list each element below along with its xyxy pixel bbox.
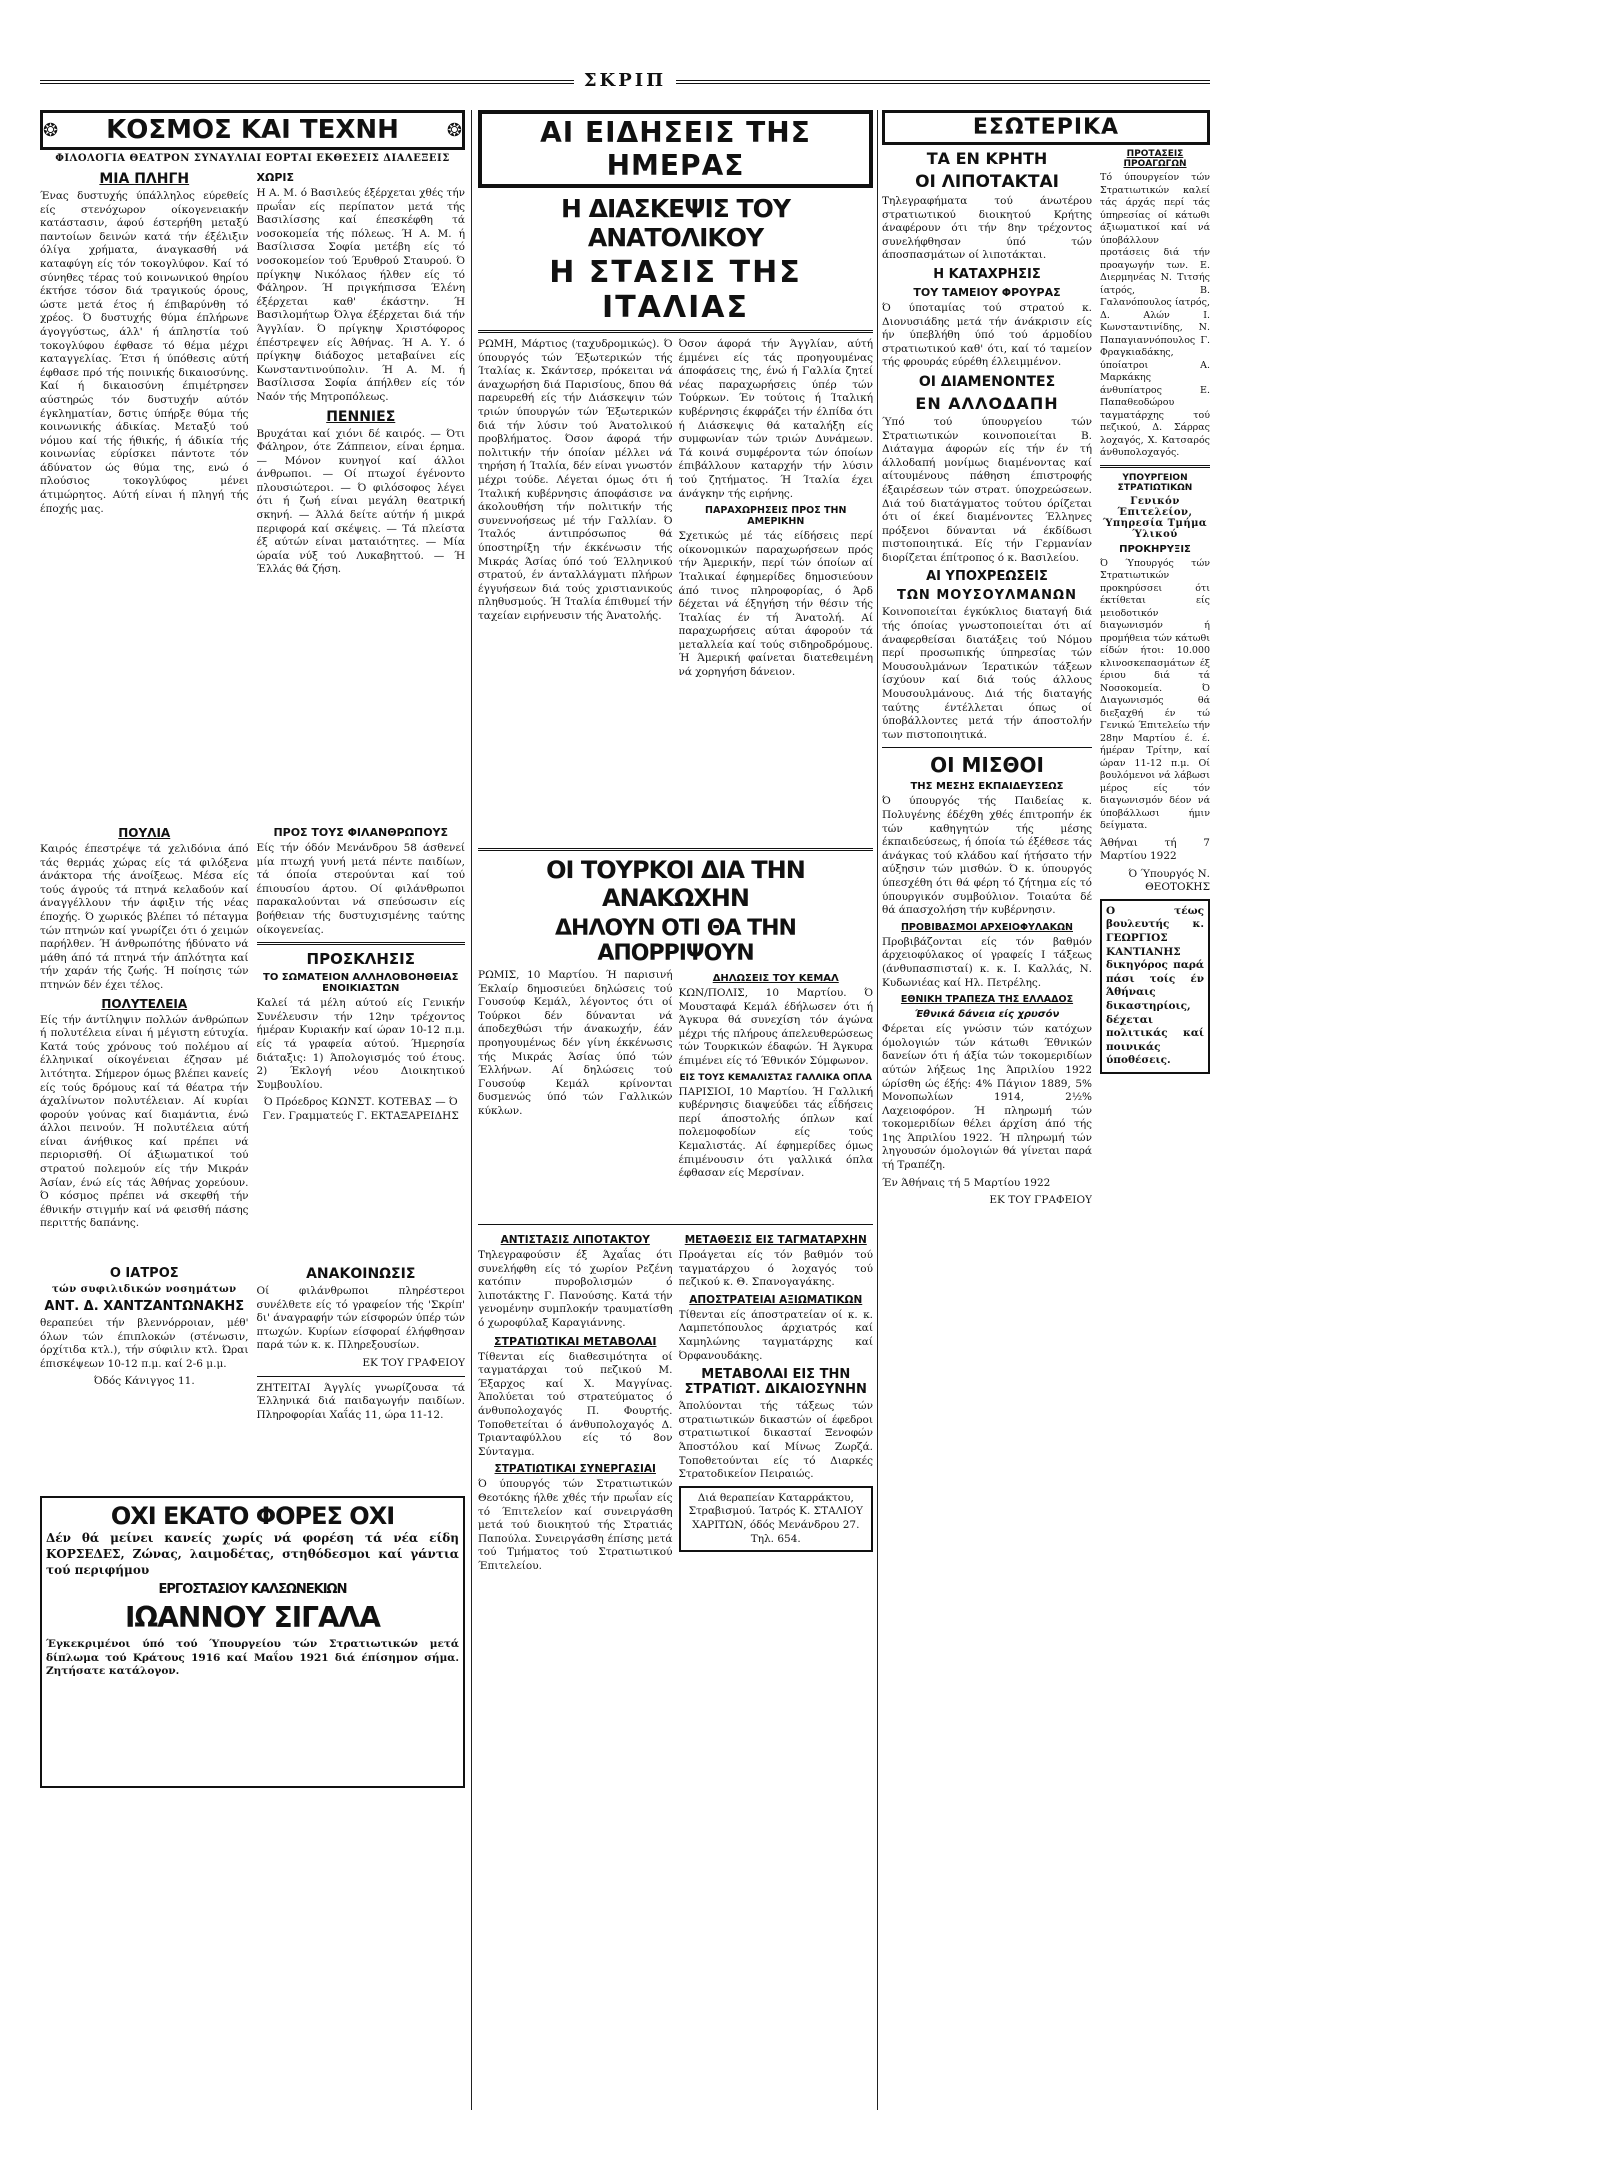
article-body: Φέρεται είς γνώσιν τών κατόχων όμολογιών τών κάτωθι Έθνικών δανείων ότι ή άξία τών τοκομεριδίων αύτών λήξεως 1ης Άπριλίου 1922 ώρίσθη ώς έξής: 4% Πάγιον 1889, 5% Μονοπωλίων 1914, 2½% Λαχειοφόρον. Ή πληρωμή τών τοκομεριδίων θέλει άρχίση άπό τής 1ης Άπριλίου 1922. Ή πληρωμή τών ληγουσών όμολογιών θά γίνεται παρά τή Τραπέζη.	[882, 1023, 1092, 1172]
headline-2: Η ΣΤΑΣΙΣ ΤΗΣ ΙΤΑΛΙΑΣ	[549, 255, 802, 325]
article-title: ΠΟΛΥΤΕΛΕΙΑ	[101, 996, 188, 1011]
article-title: ΤΩΝ ΜΟΥΣΟΥΛΜΑΝΩΝ	[897, 588, 1077, 604]
doctor-name: ΑΝΤ. Δ. ΧΑΝΤΖΑΝΤΩΝΑΚΗΣ	[44, 1299, 245, 1314]
notice-title: ΑΝΑΚΟΙΝΩΣΙΣ	[306, 1266, 416, 1282]
masthead-title: ΣΚΡΙΠ	[574, 70, 676, 91]
article-date: Έν Άθήναις τή 5 Μαρτίου 1922	[882, 1176, 1051, 1189]
article-body: Ύπό τού ύπουργείου τών Στρατιωτικών κοινοποιείται Β. Διάταγμα άφορών είς τήν έν τή άλλοδαπή μονίμως διαμένοντας καί αίτουμένους πάθηση έπιστροφής έξαιρέσεων τών στρατ. ύποχρεώσεων. Διά τού διατάγματος τούτου όρίζεται ότι οί έκεί διαμένοντες Έλληνες πρόξενοι δύνανται νά έκδίδωσι πιστοποιητικά. Είς τήν Γερμανίαν διορίζεται έπίτροπος ό κ. Βασιλείου.	[882, 415, 1092, 564]
article-signature: Ό Ύπουργός Ν. ΘΕΟΤΟΚΗΣ	[1128, 867, 1210, 894]
article-body: Ένας δυστυχής ύπάλληλος εύρεθείς είς στενόχωρον οίκογενειακήν κατάστασιν, άφού έστερήθη μεταξύ παντοίων δεινών κατά τήν έξέλιξιν όλίγα χρήματα, άναγκασθή νά καταφύγη είς τόν τοκογλύφον. Καί τό σύνηθες τέρας τού κοινωνικού θηρίου έκτήσε τόσον διά τραγικούς όρους, ώστε μετά έτος ή έπιβαρύνθη τό χρέος. Ό δυστυχής θύμα έπλήρωνε άγογγύστως, άλλ' ή άπληστία τού τοκογλύφου έφθασε τό θέμα μέχρι καταγγελίας. Έτσι ή ύπόθεσις αύτή έφθασε πρό τής ποινικής δικαιοσύνης. Καί ή δικαιοσύνη έπιμέτρησεν αύστηρώς τόν δυστυχήν αύτόν έγκληματίαν, δστις ύπήρξε θύμα τής κοινωνικής άδικίας. Μεταξύ τού νόμου καί τής ήθικής, ή άδικία τής κοινωνίας εύρίσκει πάντοτε τόν άδύνατον ώς θύμα της, ενώ ό πλούσιος τοκογλύφος μένει άτιμώρητος. Αύτή είναι ή πληγή τής έποχής μας.	[40, 190, 249, 515]
article-date: Άθήναι τή 7 Μαρτίου 1922	[1100, 836, 1210, 863]
turks-articles	[478, 969, 873, 1219]
right-column	[882, 110, 1210, 2110]
article-body: Προβιβάζονται είς τόν βαθμόν άρχειοφύλακος οί γραφείς Ι τάξεως (άνθυπασπισταί) κ. κ. Ι. Καλλάς, Ν. Κυδωνιέας καί Ηλ. Πετρέλης.	[882, 935, 1092, 989]
article-body: Προάγεται είς τόν βαθμόν τού ταγματάρχου ό λοχαγός τού πεζικού κ. Θ. Σπανογαγάκης.	[678, 1249, 873, 1289]
article-title: ΔΗΛΩΣΕΙΣ ΤΟΥ ΚΕΜΑΛ	[712, 973, 839, 984]
article-title: ΠΑΡΑΧΩΡΗΣΕΙΣ ΠΡΟΣ ΤΗΝ ΑΜΕΡΙΚΗΝ	[705, 505, 847, 528]
invite-subtitle: ΤΟ ΣΩΜΑΤΕΙΟΝ ΑΛΛΗΛΟΒΟΗΘΕΙΑΣ ΕΝΟΙΚΙΑΣΤΩΝ	[263, 972, 459, 995]
corset-advert	[40, 1496, 465, 1788]
article-body: Ό ύπουργός τής Παιδείας κ. Πολυγένης έδέχθη χθές έπιτροπήν έκ τών καθηγητών τής μέσης έκπαιδεύσεως, ή όποία τώ έξέθεσε τάς άνάγκας τού κλάδου καί ήτήσατο τήν αύξησιν τών μισθών. Ό κ. ύπουργός ύπεσχέθη ότι θά φέρη τό ζήτημα είς τό ύπουργικόν συμβούλιον. Τοιαύτα δέ θά άπασχολήση τήν κυβέρνησιν.	[882, 795, 1092, 917]
invite-body: Καλεί τά μέλη αύτού είς Γενικήν Συνέλευσιν τήν 12ην τρέχοντος ήμέραν Κυριακήν καί ώραν 10-12 π.μ. είς τά γραφεία αύτού. Ήμερησία διάταξις: 1) Άπολογισμός τού έτους. 2) Έκλογή νέου Διοικητικού Συμβουλίου.	[256, 997, 465, 1091]
advert-body: Διά θεραπείαν Καταρράκτου, Στραβισμού. Ίατρός Κ. ΣΤΑΛΙΟΥ ΧΑΡΙΤΩΝ, όδός Μενάνδρου 27. Τηλ. 654.	[688, 1491, 863, 1545]
article-title: ΠΡΟΣ ΤΟΥΣ ΦΙΛΑΝΘΡΩΠΟΥΣ	[273, 826, 449, 839]
article-body: Τηλεγραφήματα τού άνωτέρου στρατιωτικού διοικητού Κρήτης άναφέρουν ότι τήν 8ην τρέχοντος συνελήφθησαν ύπό τών άποσπασμάτων οί λιποτάκται.	[882, 195, 1092, 262]
article-subtitle: Γενικόν Έπιτελείον, Ύπηρεσία Τμήμα Ύλικού	[1102, 495, 1208, 540]
article-title: ΕΘΝΙΚΗ ΤΡΑΠΕΖΑ ΤΗΣ ΕΛΛΑΔΟΣ	[900, 994, 1074, 1006]
article-title: ΣΤΡΑΤΙΩΤΙΚΑΙ ΜΕΤΑΒΟΛΑΙ	[494, 1334, 657, 1348]
article-body: Ό ύπουργός τών Στρατιωτικών Θεοτόκης ήλθε χθές τήν πρωΐαν είς τό Έπιτελείον καί συνειργάσθη μετά τού διοικητού τής Στρατιάς Παπούλα. Συνειργάσθη έπίσης μετά τού Τμήματος τού Στρατιωτικού Έπιτελείου.	[478, 1478, 673, 1572]
section-subtitle: ΦΙΛΟΛΟΓΙΑ ΘΕΑΤΡΟΝ ΣΥΝΑΥΛΙΑΙ ΕΟΡΤΑΙ ΕΚΘΕΣΕΙΣ ΔΙΑΛΕΞΕΙΣ	[55, 153, 450, 164]
notice-body: Οί φιλάνθρωποι πληρέστεροι συνέλθετε είς τό γραφείον τής 'Σκρίπ' δι' άναγραφήν τών είσφορών ύπέρ τών πτωχών. Κυρίων είσφοραί έλήφθησαν παρά τών κ. κ. Πληρεξουσίων.	[256, 1285, 465, 1352]
article-title: ΟΙ ΛΙΠΟΤΑΚΤΑΙ	[915, 172, 1059, 192]
domestic-banner	[882, 110, 1210, 145]
article-title: ΜΙΑ ΠΛΗΓΗ	[99, 171, 190, 187]
advert-name: ΙΩΑΝΝΟΥ ΣΙΓΑΛΑ	[125, 1601, 380, 1634]
article-body: Άπολύονται τής τάξεως τών στρατιωτικών δικαστών οί έφεδροι στρατιωτικοί δικασταί Ξενοφών Άποστόλου καί Μίνως Ζωρζά. Τοποθετούνται είς τό Διαρκές Στρατοδικείον Πειραιώς.	[678, 1400, 873, 1481]
domestic-articles	[882, 145, 1092, 2105]
article-subtitle: Έθνικά δάνεια είς χρυσόν	[914, 1009, 1060, 1021]
ornament-icon: ❂	[43, 119, 59, 141]
column-divider	[877, 110, 878, 2110]
article-title: ΕΝ ΑΛΛΟΔΑΠΗ	[915, 393, 1059, 413]
masthead	[40, 70, 1210, 98]
article-body: ΚΩΝ/ΠΟΛΙΣ, 10 Μαρτίου. Ό Μουσταφά Κεμάλ έδήλωσεν ότι ή Άγκυρα θά συνεχίση τόν άγώνα μέχρι τής πλήρους άπελευθερώσεως τών Τουρκικών έδαφών. Ή Άγκυρα έπιμένει είς τό Έθνικόν Σύμφωνον.	[678, 987, 873, 1067]
article-title: ΠΡΟΒΙΒΑΣΜΟΙ ΑΡΧΕΙΟΦΥΛΑΚΩΝ	[900, 921, 1073, 933]
ministry-articles	[1100, 145, 1210, 2105]
article-title: ΥΠΟΥΡΓΕΙΟΝ ΣΤΡΑΤΙΩΤΙΚΩΝ	[1117, 472, 1193, 493]
headline-1: Η ΔΙΑΣΚΕΨΙΣ ΤΟΥ ΑΝΑΤΟΛΙΚΟΥ	[561, 194, 790, 252]
article-body: Είς τήν όδόν Μενάνδρου 58 άσθενεί μία πτωχή γυνή μετά πέντε παιδίων, τά όποία στερούνται καί τού έπιουσίου άρτου. Οί φιλάνθρωποι παρακαλούνται νά σπεύσωσιν είς βοήθειαν τής δυστυχισμένης ταύτης οίκογενείας.	[256, 842, 465, 936]
article-title: ΠΟΥΛΙΑ	[118, 826, 171, 840]
article-title: ΑΠΟΣΤΡΑΤΕΙΑΙ ΑΞΙΩΜΑΤΙΚΩΝ	[689, 1293, 863, 1306]
article-body: Καιρός έπεστρέψε τά χελιδόνια άπό τάς θερμάς χώρας είς τά φιλόξενα άνάκτορα τής άνοίξεως. Μέσα είς τούς άγρούς τά πτηνά κελαδούν καί άναγγέλλουν τήν άφιξιν τής νέας έποχής. Ό χωρικός βλέπει τό πέταγμα τών πτηνών καί γνωρίζει ότι ό χειμών παρήλθεν. Ή άνθρωπότης ήδύνατο νά μάθη άπό τά πτηνά τήν άπλότητα καί τήν χαράν τής ζωής. Ή ποίησις τών πτηνών δέν έχει τέλος.	[40, 843, 249, 991]
turks-headline: ΟΙ ΤΟΥΡΚΟΙ ΔΙΑ ΤΗΝ ΑΝΑΚΩΧΗΝ	[546, 856, 805, 912]
section-header	[40, 110, 465, 150]
article-body: Τίθενται είς άποστρατείαν οί κ. κ. Λαμπετόπουλος άρχιατρός καί Χαμηλώνης ταγματάρχης καί Όρφανουδάκης.	[678, 1308, 873, 1362]
article-body: Ό Ύπουργός τών Στρατιωτικών προκηρύσσει ότι έκτίθεται είς μειοδοτικόν διαγωνισμόν ή προμήθεια τών κάτωθι είδών ήτοι: 10.000 κλινοσκεπασμάτων έξ έριου διά τά Νοσοκομεία. Ό Διαγωνισμός θά διεξαχθή έν τώ Γενικώ Έπιτελείω τήν 28ην Μαρτίου έ. έ. ήμέραν Τρίτην, καί ώραν 11-12 π.μ. Οί βουλόμενοι νά λάβωσι μέρος είς τόν διαγωνισμόν δέον νά ύποβάλλωσι ήμιν δείγματα.	[1100, 557, 1210, 831]
newspaper-page	[40, 70, 1210, 2120]
article-body: Η Α. Μ. ό Βασιλεύς έξέρχεται χθές τήν πρωΐαν είς περίπατον μετά τής Βασιλίσσης καί έπεσκέφθη τά νοσοκομεία τής πόλεως. Ή Α. Μ. ή Βασίλισσα Σοφία μετέβη είς τό νοσοκομείον τού Έρυθρού Σταυρού. Ό πρίγκηψ Νικόλαος ήλθεν είς τό Φάληρον. Ή πριγκήπισσα Έλένη έξέρχεται καθ' έκάστην. Ή Βασιλομήτωρ Όλγα έξέρχεται διά τήν Άγγλίαν. Ό πρίγκηψ Χριστόφορος έπέστρεψεν είς Άθήνας. Ή Α. Υ. ό πρίγκηψ διάδοχος μεταβαίνει είς Κωνσταντινούπολιν. Ή Α. Μ. ή Βασίλισσα Σοφία άπήλθεν είς τόν Ναόν τής Μητροπόλεως.	[256, 187, 465, 403]
article-title: ΤΑ ΕΝ ΚΡΗΤΗ	[926, 149, 1048, 168]
article-body: Βρυχάται καί χιόνι δέ καιρός. — Ότι Φάληρον, ότε Ζάππειον, είναι έρημα. — Μόνον κυνηγοί καί άλλοι άνθρωποι. — Οί πτωχοί έγένοντο πλουσιώτεροι. — Ό φιλόσοφος λέγει ότι ή ζωή είναι μεγάλη θεατρική σκηνή. — Άλλά δείτε αύτήν ή μικρά περιφορά καί σκέψεις. — Τά πλείστα έξ αύτών είναι ματαιότητες. — Μία ώραία νύξ τού Λυκαβηττού. — Ή Έλλάς θά ζήση.	[256, 427, 465, 576]
article-title: ΠΡΟΚΗΡΥΞΙΣ	[1119, 543, 1191, 555]
article-title: ΑΙ ΥΠΟΧΡΕΩΣΕΙΣ	[926, 569, 1048, 585]
article-title: ΧΩΡΙΣ	[256, 171, 295, 184]
article-body: Όσον άφορά τήν Άγγλίαν, αύτή έμμένει είς τάς προηγουμένας άποφάσεις της, ένώ ή Γαλλία ζητεί νέας παραχωρήσεις ύπέρ τών Τούρκων. Έν τούτοις ή Ίταλική κυβέρνησις έκφράζει τήν έλπίδα ότι ή Διάσκεψις θά καταλήξη είς συμφωνίαν τών τριών Δυνάμεων. Τά κοινά συμφέροντα τών όποίων έπιβάλλουν καταρχήν τήν λύσιν τού ζητήματος. Ή Ίταλία έχει άνάγκην τής ειρήνης.	[678, 338, 873, 500]
article-title: ΠΡΟΤΑΣΕΙΣ ΠΡΟΑΓΩΓΩΝ	[1123, 149, 1187, 169]
article-body: ΡΩΜΗ, Μάρτιος (ταχυδρομικώς). Ό ύπουργός τών Έξωτερικών τής Ίταλίας κ. Σκάντσερ, πρόκειται νά άναχωρήση διά Παρισίους, δπου θά παρευρεθή είς τήν Διάσκεψιν τών τριών ύπουργών τών Έξωτερικών διά τήν λύσιν τού Άνατολικού προβλήματος. Όσον άφορά τήν πολιτικήν τήν όποίαν μέλλει νά τηρήση ή Ίταλία, δέν είναι γνωστόν μέχρι τούδε. Λέγεται όμως ότι ή Ίταλική κυβέρνησις άποφάσισε να άκολουθήση τήν πολιτικήν τής συνεννοήσεως μέ τήν Γαλλίαν. Ό Ίταλός άντιπρόσωπος θά ύποστηρίξη τήν έκκένωσιν τής Μικράς Άσίας ύπό τού Έλληνικού στρατού, έν άνταλλάγματι πλήρων έγγυήσεων διά τούς χριστιανικούς πληθυσμούς. Ή Ίταλία έπιθυμεί τήν ταχείαν ειρήνευσιν τής Άνατολής.	[478, 338, 673, 622]
turks-subheadline: ΔΗΛΟΥΝ ΟΤΙ ΘΑ ΤΗΝ ΑΠΟΡΡΙΨΟΥΝ	[555, 916, 796, 966]
article-body: Τό ύπουργείον τών Στρατιωτικών καλεί τάς άρχάς περί τάς ύπηρεσίας οί κάτωθι άξιωματικοί καί νά ύποβάλλουν προτάσεις διά τήν προαγωγήν των. Ε. Διερμηνέας Ν. Τιτσής ίατρός, Β. Γαλανόπουλος ίατρός, Δ. Αλών Ι. Κωνσταντινίδης, Ν. Παπαγιαννόπουλος Γ. Φραγκιαδάκης, ύποίατροι Α. Μαρκάκης άνθυπίατρος Ε. Παπαθεοδώρου ταγματάρχης τού πεζικού, Δ. Σάρρας λοχαγός, Χ. Κατσαρός άνθυπολοχαγός.	[1100, 172, 1210, 458]
doctor-header: Ο ΙΑΤΡΟΣ	[109, 1266, 179, 1281]
article-title: ΕΙΣ ΤΟΥΣ ΚΕΜΑΛΙΣΤΑΣ ΓΑΛΛΙΚΑ ΟΠΛΑ	[679, 1072, 872, 1083]
doctor-body: θεραπεύει τήν βλεννόρροιαν, μέθ' όλων τών έπιπλοκών (στένωσιν, όρχίτιδα κτλ.), τήν σύφιλιν κτλ. Ώραι έπισκέψεων 10-12 π.μ. καί 2-6 μ.μ.	[40, 1317, 249, 1370]
news-banner-title: ΑΙ ΕΙΔΗΣΕΙΣ ΤΗΣ ΗΜΕΡΑΣ	[540, 116, 811, 182]
center-column	[478, 110, 873, 2110]
article-title: ΤΗΣ ΜΕΣΗΣ ΕΚΠΑΙΔΕΥΣΕΩΣ	[910, 781, 1064, 793]
section-title: ΚΟΣΜΟΣ ΚΑΙ ΤΕΧΝΗ	[106, 115, 399, 145]
article-title: ΜΕΤΑΒΟΛΑΙ ΕΙΣ ΤΗΝ ΣΤΡΑΤΙΩΤ. ΔΙΚΑΙΟΣΥΝΗΝ	[684, 1367, 867, 1398]
article-body: ΡΩΜΙΣ, 10 Μαρτίου. Ή παρισινή Έκλαίρ δημοσιεύει δηλώσεις τού Γουσούφ Κεμάλ, λέγοντος ότι οί Τούρκοι δέν δύνανται νά άποδεχθώσι τήν άνακωχήν, έάν προηγουμένως δέν γίνη έκκένωσις τής Μικράς Άσίας ύπό τών Έλλήνων. Αί δηλώσεις τού Γουσούφ Κεμάλ κρίνονται δυσμενώς ύπό τών Γαλλικών κύκλων.	[478, 969, 673, 1117]
article-title: ΣΤΡΑΤΙΩΤΙΚΑΙ ΣΥΝΕΡΓΑΣΙΑΙ	[494, 1463, 656, 1476]
article-body: Ό ύποταμίας τού στρατού κ. Διονυσιάδης μετά τήν άνάκρισιν είς ήν ύπεβλήθη ύπό τού άρμοδίου στρατιωτικού καθ' ότι, καί τό ταμείον τής φρουράς εύρέθη έλλειμμένον.	[882, 301, 1092, 369]
news-banner	[478, 110, 873, 188]
lawyer-advert	[1100, 899, 1210, 1074]
article-body: Σχετικώς μέ τάς είδήσεις περί οίκονομικών παραχωρήσεων πρός τήν Άμερικήν, περί τών όποίων αί Ίταλικαί έφημερίδες δημοσιεύουν άπό τινος πληροφορίας, ό Άρδ δέχεται νά έξηγήση τήν θέσιν τής Ίταλίας έν τή Άνατολή. Αί παραχωρήσεις αύται άφορούν τά μεταλλεία καί τούς σιδηροδρόμους. Ή Άμερική φαίνεται διατεθειμένη νά χορηγήση δάνειον.	[678, 530, 873, 679]
invite-signature: Ό Πρόεδρος ΚΩΝΣΤ. ΚΟΤΕΒΑΣ — Ό Γεν. Γραμματεύς Γ. ΕΚΤΑΞΑΡΕΙΔΗΣ	[262, 1096, 459, 1122]
ornament-icon: ❂	[446, 119, 462, 141]
advert-body: Ο τέως βουλευτής κ. ΓΕΩΡΓΙΟΣ ΚΑΝΤΙΑΝΗΣ δικηγόρος παρά πάσι τοίς έν Άθήναις δικαστηρίοις, δέχεται πολιτικάς καί ποινικάς ύποθέσεις.	[1106, 904, 1204, 1067]
left-two-columns	[40, 1262, 465, 1492]
advert-shop: ΕΡΓΟΣΤΑΣΙΟΥ ΚΑΛΣΩΝΕΚΙΩΝ	[158, 1582, 347, 1597]
article-body: Κοινοποιείται έγκύκλιος διαταγή διά τής όποίας γνωστοποιείται ότι αί άναφερθείσαι διατάξεις τού Νόμου περί προσωπικής ύπηρεσίας τών Μουσουλμάνων Ίερατικών τάξεων ίσχύουν καί διά τούς άλλους Μουσουλμάνους. Διά τής διαταγής ταύτης έντέλλεται όπως οί ύποβάλλοντες μετά τήν άποστολήν των πιστοποιητικά.	[882, 606, 1092, 741]
article-title: ΤΟΥ ΤΑΜΕΙΟΥ ΦΡΟΥΡΑΣ	[913, 285, 1061, 299]
domestic-banner-title: ΕΣΩΤΕΡΙΚΑ	[972, 115, 1120, 140]
left-column	[40, 110, 465, 2110]
doctor-subtitle: τών συφιλιδικών νοσημάτων	[51, 1284, 237, 1295]
article-title: ΠΕΝΝΙΕΣ	[326, 408, 396, 425]
conference-articles	[478, 338, 873, 843]
invite-title: ΠΡΟΣΚΛΗΣΙΣ	[306, 950, 415, 969]
eye-doctor-advert	[679, 1486, 874, 1552]
article-title: Η ΚΑΤΑΧΡΗΣΙΣ	[933, 266, 1041, 282]
article-body: Τίθενται είς διαθεσιμότητα οί ταγματάρχαι τού πεζικού Μ. Έξαρχος καί Χ. Μαγγίνας. Άπολύεται τού στρατεύματος ό άνθυπολοχαγός Π. Φουρτής. Τοποθετείται ό άνθυπολοχαγός Δ. Τριανταφύλλου είς τό 8ον Σύνταγμα.	[478, 1350, 673, 1458]
article-signature: ΕΚ ΤΟΥ ΓΡΑΦΕΙΟΥ	[989, 1194, 1092, 1207]
advert-body: Δέν θά μείνει κανείς χωρίς νά φορέση τά νέα είδη ΚΟΡΣΕΔΕΣ, Ζώνας, λαιμοδέτας, στηθόδεσμοι καί γάντια τού περιφήμου	[46, 1531, 459, 1577]
left-two-columns	[40, 167, 465, 822]
article-body: ΠΑΡΙΣΙΟΙ, 10 Μαρτίου. Ή Γαλλική κυβέρνησις διαψεύδει τάς εΐδήσεις περί άποστολής όπλων καί πολεμοφοδίων είς τούς Κεμαλιστάς. Αί έφημερίδες όμως έπιμένουσιν ότι γαλλικά όπλα έφθασαν είς Μερσίναν.	[678, 1085, 873, 1180]
article-body: Τηλεγραφούσιν έξ Άχαΐας ότι συνελήφθη είς τό χωρίον Ρεζένη κατόπιν πυροβολισμών ό λιποτάκτης Γ. Πανούσης. Κατά τήν γενομένην συμπλοκήν τραυματίσθη ό χωροφύλαξ Καραγιάννης.	[478, 1249, 673, 1329]
advert-footer: Έγκεκριμένοι ύπό τού Ύπουργείου τών Στρατιωτικών μετά δίπλωμα τού Κράτους 1916 καί Μαΐου 1921 διά έπίσημον σήμα. Ζητήσατε κατάλογον.	[46, 1638, 459, 1678]
military-articles	[478, 1230, 873, 1750]
advert-title: ΟΧΙ ΕΚΑΤΟ ΦΟΡΕΣ ΟΧΙ	[110, 1502, 395, 1530]
notice-signature: ΕΚ ΤΟΥ ΓΡΑΦΕΙΟΥ	[362, 1356, 465, 1369]
article-title: ΟΙ ΜΙΣΘΟΙ	[930, 753, 1044, 778]
wanted-notice: ΖΗΤΕΙΤΑΙ Άγγλίς γνωρίζουσα τά Έλληνικά διά παιδαγωγήν παιδίων. Πληροφορίαι Χαΐάς 11, ώρα 11-12.	[256, 1381, 465, 1421]
article-title: ΟΙ ΔΙΑΜΕΝΟΝΤΕΣ	[918, 373, 1056, 390]
left-two-columns	[40, 822, 465, 1262]
doctor-address: Όδός Κάνιγγος 11.	[93, 1375, 195, 1388]
article-title: ΑΝΤΙΣΤΑΣΙΣ ΛΙΠΟΤΑΚΤΟΥ	[500, 1234, 650, 1246]
article-body: Είς τήν άντίληψιν πολλών άνθρώπων ή πολυτέλεια είναι ή μέγιστη εύτυχία. Κατά τούς χρόνους τού πολέμου αί έλληνικαί οίκογένειαι έζησαν μέ λιτότητα. Σήμερον όμως βλέπει κανείς είς τούς δρόμους καί τά θέατρα τήν άχαλίνωτον πολυτέλειαν. Αί κυρίαι φορούν γούνας καί διαμάντια, ένώ άλλοι πεινούν. Ή πολυτέλεια αύτή είναι άνήθικος καί πρέπει νά περιορισθή. Οί άξιωματικοί τού στρατού πολεμούν είς τήν Μικράν Άσίαν, ένώ είς τάς Άθήνας χορεύουν. Ό κόσμος πρέπει νά σκεφθή τήν έθνικήν στιγμήν καί νά φεισθή πάσης περιττής δαπάνης.	[40, 1013, 249, 1230]
article-title: ΜΕΤΑΘΕΣΙΣ ΕΙΣ ΤΑΓΜΑΤΑΡΧΗΝ	[684, 1234, 867, 1246]
column-divider	[471, 110, 472, 2110]
